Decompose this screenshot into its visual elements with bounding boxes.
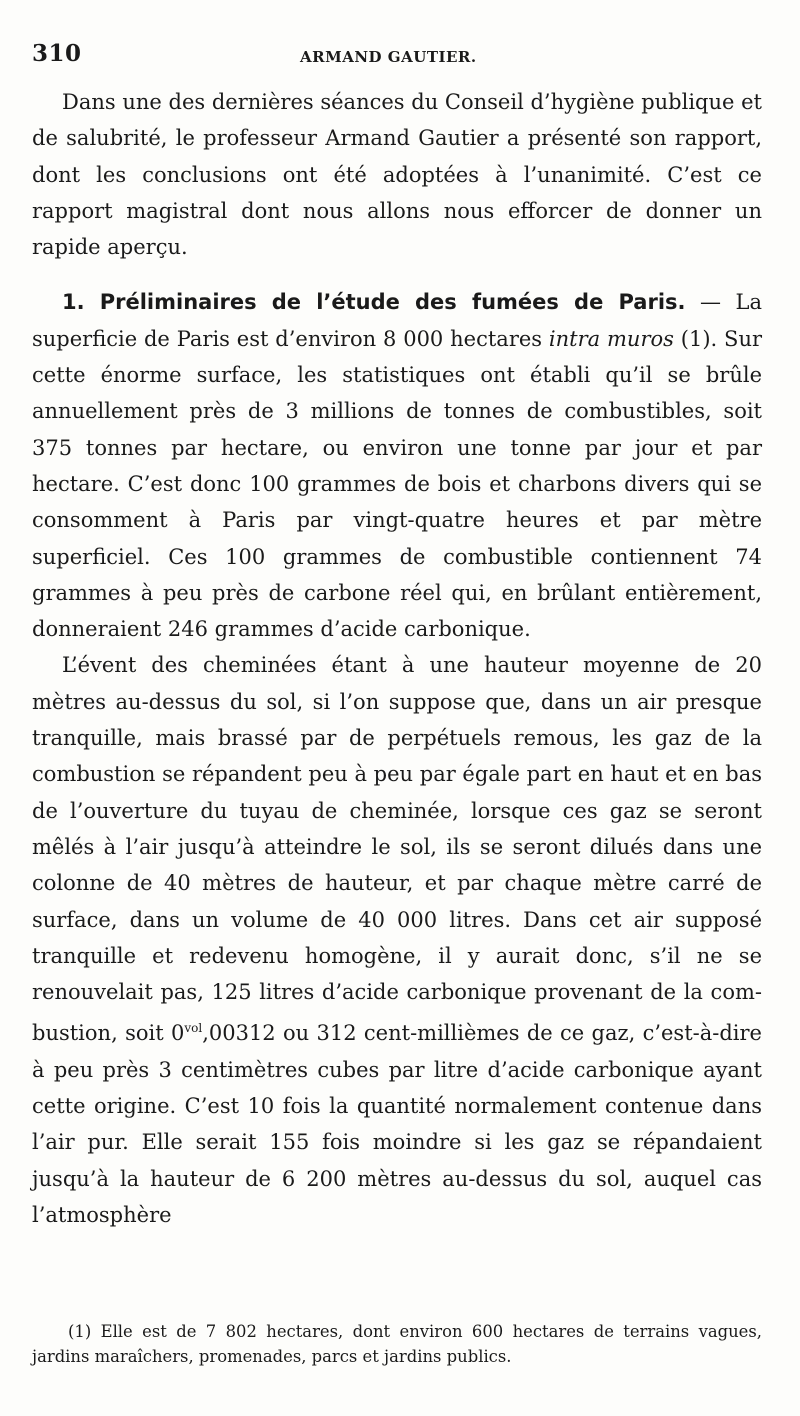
page-header	[32, 40, 762, 80]
footnote-marker: (1)	[68, 1322, 92, 1341]
section-1-text-part2: Sur cette énorme surface, les statistiques ont établi qu’il se brûle annuellement près de 3 millions de tonnes de combustibles, soit 375 tonnes par hectare, ou environ une tonne par jour et par hectare. C’est donc 100 grammes de bois et charbons divers qui se consomment à Paris par vingt-quatre heures et par mètre superficiel. Ces 100 grammes de combustible contiennent 74 grammes à peu près de carbone réel qui, en brûlant entièrement, donneraient 246 grammes d’acide carbonique.	[32, 326, 763, 642]
paragraph-intro	[32, 84, 762, 265]
page-number: 310	[32, 40, 82, 67]
paragraph-chimney-part1: L’évent des cheminées étant à une hauteur moyenne de 20 mètres au-dessus du sol, si l’on suppose que, dans un air presque tranquille, mais brassé par de perpétuels remous, les gaz de la combustion se répandent peu à peu par égale part en haut et en bas de l’ouverture du tuyau de cheminée, lorsque ces gaz se seront mêlés à l’air jusqu’à atteindre le sol, ils se seront dilués dans une colonne de 40 mètres de hauteur, et par chaque mètre carré de surface, dans un volume de 40 000 litres. Dans cet air supposé tranquille et redevenu homogène, il y aurait donc, s’il ne se renouvelait pas, 125 litres d’acide carbonique provenant de la combustion, soit 0	[32, 653, 762, 1046]
footnotes	[32, 1319, 762, 1369]
paragraph-chimney-part2: ,00312 ou 312 cent-millièmes de ce gaz, c’est-à-dire à peu près 3 centimètres cubes par litre d’acide carbonique ayant cette origine. C’est 10 fois la quantité normalement contenue dans l’air pur. Elle serait 155 fois moindre si les gaz se répandaient jusqu’à la hauteur de 6 200 mètres au-dessus du sol, auquel cas l’atmosphère	[32, 1021, 762, 1227]
running-head: ARMAND GAUTIER.	[300, 48, 477, 66]
section-heading-dash: —	[685, 290, 736, 315]
paragraph-intro-text: Dans une des dernières séances du Conseil d’hygiène publique et de salubrité, le professeur Armand Gautier a présenté son rapport, dont les conclusions ont été adoptées à l’unanimité. C’est ce rapport magistral dont nous allons nous efforcer de donner un rapide aperçu.	[32, 90, 762, 260]
section-heading: 1. Préliminaires de l’étude des fumées de Paris.	[62, 290, 686, 315]
volume-superscript: vol	[184, 1021, 203, 1036]
section-1-text-part1: La superficie de Paris est d’environ 8 000 hectares	[32, 290, 762, 351]
footnote-text: Elle est de 7 802 hectares, dont environ 600 hectares de terrains vagues, jardins maraîchers, promenades, parcs et jardins publics.	[32, 1322, 762, 1366]
section-1-italic-term: intra muros	[548, 326, 674, 351]
body-text	[32, 84, 762, 1233]
footnote-reference: (1).	[673, 326, 718, 351]
paragraph-chimney	[32, 647, 762, 1233]
paragraph-section-1	[32, 284, 762, 647]
footnote-1	[32, 1319, 762, 1369]
